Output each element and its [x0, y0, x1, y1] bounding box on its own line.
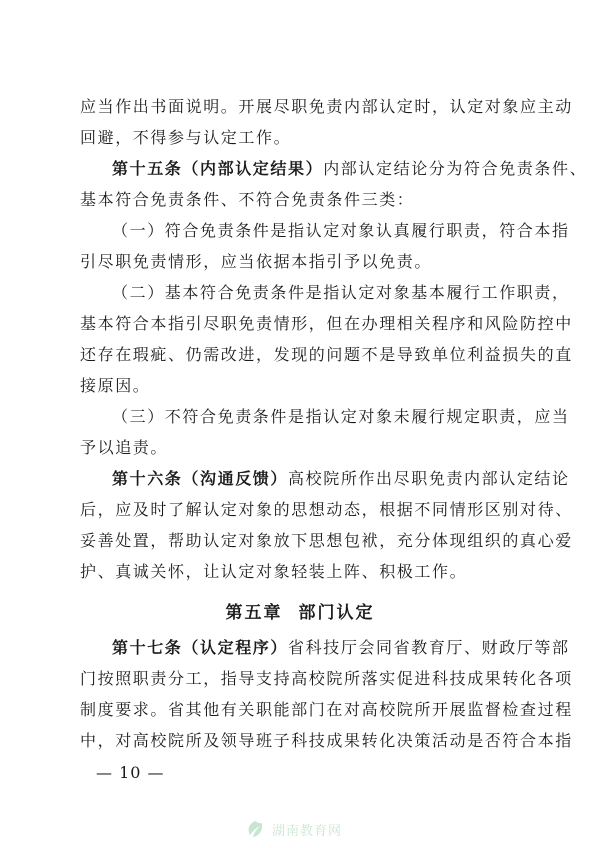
article-15-text: 内部认定结论分为符合免责条件、 — [323, 159, 588, 178]
watermark — [244, 818, 342, 840]
paragraph-line: 引尽职免责情形，应当依据本指引予以免责。 — [80, 252, 433, 271]
article-17-heading: 第十七条（认定程序） — [112, 638, 289, 657]
watermark-text: 湖南教育网 — [272, 823, 343, 839]
article-15-line — [80, 158, 588, 180]
chapter-number: 第五章 — [225, 603, 283, 623]
article-16-heading: 第十六条（沟通反馈） — [112, 469, 289, 488]
article-17-text: 省科技厅会同省教育厅、财政厅等部 — [288, 638, 570, 657]
paragraph-line: 中，对高校院所及领导班子科技成果转化决策活动是否符合本指 — [80, 731, 573, 750]
item-3-line: （三）不符合免责条件是指认定对象未履行规定职责，应当 — [112, 407, 570, 426]
paragraph-line: 基本符合本指引尽职免责情形，但在办理相关程序和风险防控中 — [80, 314, 573, 333]
article-16-text: 高校院所作出尽职免责内部认定结论 — [288, 469, 570, 488]
paragraph-line: 后，应及时了解认定对象的思想动态，根据不同情形区别对待、 — [80, 500, 573, 519]
article-16-line — [80, 468, 570, 490]
paragraph-line: 制度要求。省其他有关职能部门在对高校院所开展监督检查过程 — [80, 700, 573, 719]
paragraph-line: 护、真诚关怀，让认定对象轻装上阵、积极工作。 — [80, 562, 468, 581]
paragraph-line: 予以追责。 — [80, 438, 169, 457]
chapter-title: 部门认定 — [298, 603, 375, 623]
paragraph-line: 回避，不得参与认定工作。 — [80, 128, 292, 147]
article-15-heading: 第十五条（内部认定结果） — [112, 159, 324, 178]
paragraph-line: 还存在瑕疵、仍需改进，发现的问题不是导致单位利益损失的直 — [80, 345, 573, 364]
page-number: — 10 — — [96, 763, 165, 782]
paragraph-line: 妥善处置，帮助认定对象放下思想包袱，充分体现组织的真心爱 — [80, 531, 573, 550]
chapter-heading — [0, 601, 600, 625]
item-2-line: （二）基本符合免责条件是指认定对象基本履行工作职责， — [112, 283, 570, 302]
item-1-line: （一）符合免责条件是指认定对象认真履行职责，符合本指 — [112, 221, 570, 240]
paragraph-line: 基本符合免责条件、不符合免责条件三类： — [80, 190, 415, 209]
leaf-logo-icon — [244, 819, 266, 839]
paragraph-line: 应当作出书面说明。开展尽职免责内部认定时，认定对象应主动 — [80, 97, 573, 116]
paragraph-line: 接原因。 — [80, 376, 151, 395]
paragraph-line: 门按照职责分工，指导支持高校院所落实促进科技成果转化各项 — [80, 669, 573, 688]
article-17-line — [80, 637, 570, 659]
